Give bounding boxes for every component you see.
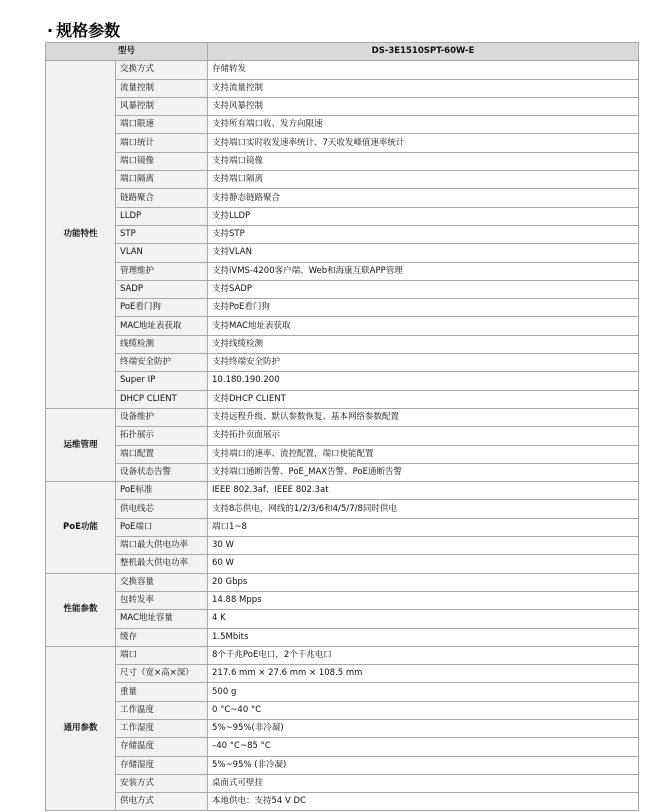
table-row — [46, 518, 639, 536]
param-value: 支持所有端口收、发方向限速 — [208, 116, 639, 134]
param-value: 60 W — [208, 555, 639, 573]
param-name: LLDP — [116, 207, 208, 225]
category-label: PoE功能 — [46, 482, 116, 573]
table-row — [46, 701, 639, 719]
param-name: 流量控制 — [116, 79, 208, 97]
table-row — [46, 445, 639, 463]
param-value: 500 g — [208, 683, 639, 701]
table-row — [46, 225, 639, 243]
table-row — [46, 280, 639, 298]
param-value: 30 W — [208, 537, 639, 555]
spec-body — [46, 61, 639, 811]
param-name: 供电方式 — [116, 793, 208, 811]
param-name: 尺寸（宽×高×深） — [116, 665, 208, 683]
param-name: 终端安全防护 — [116, 354, 208, 372]
table-row — [46, 207, 639, 225]
param-name: MAC地址表获取 — [116, 317, 208, 335]
param-value: 20 Gbps — [208, 573, 639, 591]
param-value: 支持STP — [208, 225, 639, 243]
param-name: 工作湿度 — [116, 719, 208, 737]
param-value: 支持拓扑页面展示 — [208, 427, 639, 445]
param-value: 支持端口通断告警、PoE_MAX告警、PoE通断告警 — [208, 463, 639, 481]
param-name: 存储温度 — [116, 738, 208, 756]
section-title — [47, 20, 120, 42]
param-name: 端口配置 — [116, 445, 208, 463]
param-value: 本地供电：支持54 V DC — [208, 793, 639, 811]
table-row — [46, 134, 639, 152]
param-name: 交换容量 — [116, 573, 208, 591]
param-value: 支持风暴控制 — [208, 97, 639, 115]
param-value: 5%~95%(非冷凝) — [208, 719, 639, 737]
table-row — [46, 628, 639, 646]
table-row — [46, 683, 639, 701]
param-value: 支持DHCP CLIENT — [208, 390, 639, 408]
param-name: PoE看门狗 — [116, 299, 208, 317]
param-name: 工作温度 — [116, 701, 208, 719]
param-value: 14.88 Mpps — [208, 591, 639, 609]
table-row — [46, 79, 639, 97]
table-row — [46, 244, 639, 262]
param-name: 风暴控制 — [116, 97, 208, 115]
bullet-dot-icon: · — [47, 21, 54, 40]
param-value: 支持PoE看门狗 — [208, 299, 639, 317]
param-value: 支持MAC地址表获取 — [208, 317, 639, 335]
param-value: 10.180.190.200 — [208, 372, 639, 390]
param-name: STP — [116, 225, 208, 243]
param-name: VLAN — [116, 244, 208, 262]
param-name: 端口镜像 — [116, 152, 208, 170]
model-value: DS-3E1510SPT-60W-E — [208, 43, 639, 61]
header-row — [46, 43, 639, 61]
param-name: 缓存 — [116, 628, 208, 646]
param-value: 支持8芯供电，网线的1/2/3/6和4/5/7/8同时供电 — [208, 500, 639, 518]
table-row — [46, 299, 639, 317]
param-name: 供电线芯 — [116, 500, 208, 518]
param-value: 支持iVMS-4200客户端、Web和海康互联APP管理 — [208, 262, 639, 280]
table-row — [46, 774, 639, 792]
table-row — [46, 591, 639, 609]
table-row — [46, 500, 639, 518]
param-name: 设备状态告警 — [116, 463, 208, 481]
param-name: 拓扑展示 — [116, 427, 208, 445]
param-value: 支持LLDP — [208, 207, 639, 225]
param-name: 交换方式 — [116, 61, 208, 79]
param-name: 端口限速 — [116, 116, 208, 134]
model-label: 型号 — [46, 43, 208, 61]
param-value: 支持终端安全防护 — [208, 354, 639, 372]
table-row — [46, 189, 639, 207]
param-name: 端口最大供电功率 — [116, 537, 208, 555]
section-title-text: 规格参数 — [56, 21, 121, 40]
param-name: 设备维护 — [116, 408, 208, 426]
table-row — [46, 262, 639, 280]
param-value: 支持端口隔离 — [208, 171, 639, 189]
param-name: 管理维护 — [116, 262, 208, 280]
param-value: 1.5Mbits — [208, 628, 639, 646]
table-row — [46, 116, 639, 134]
table-row — [46, 372, 639, 390]
param-name: DHCP CLIENT — [116, 390, 208, 408]
table-row — [46, 555, 639, 573]
param-value: 支持端口的速率、流控配置，端口使能配置 — [208, 445, 639, 463]
param-value: 端口1~8 — [208, 518, 639, 536]
param-value: –40 °C~85 °C — [208, 738, 639, 756]
table-row — [46, 408, 639, 426]
spec-table — [45, 42, 639, 811]
table-row — [46, 171, 639, 189]
param-name: PoE标准 — [116, 482, 208, 500]
table-row — [46, 793, 639, 811]
table-row — [46, 537, 639, 555]
table-row — [46, 610, 639, 628]
table-row — [46, 335, 639, 353]
param-value: 支持端口实时收发速率统计、7天收发峰值速率统计 — [208, 134, 639, 152]
param-value: 5%~95% (非冷凝) — [208, 756, 639, 774]
param-value: 存储转发 — [208, 61, 639, 79]
param-value: 0 °C~40 °C — [208, 701, 639, 719]
param-name: 端口统计 — [116, 134, 208, 152]
table-row — [46, 573, 639, 591]
table-row — [46, 427, 639, 445]
param-name: MAC地址容量 — [116, 610, 208, 628]
table-row — [46, 152, 639, 170]
param-name: 存储湿度 — [116, 756, 208, 774]
category-label: 功能特性 — [46, 61, 116, 409]
param-name: 线缆检测 — [116, 335, 208, 353]
param-name: 重量 — [116, 683, 208, 701]
category-label: 运维管理 — [46, 408, 116, 481]
param-value: 支持SADP — [208, 280, 639, 298]
param-value: 支持线缆检测 — [208, 335, 639, 353]
param-name: SADP — [116, 280, 208, 298]
param-value: 支持VLAN — [208, 244, 639, 262]
param-name: 整机最大供电功率 — [116, 555, 208, 573]
param-name: 端口 — [116, 646, 208, 664]
table-row — [46, 756, 639, 774]
param-value: 8个千兆PoE电口，2个千兆电口 — [208, 646, 639, 664]
param-value: 217.6 mm × 27.6 mm × 108.5 mm — [208, 665, 639, 683]
table-row — [46, 390, 639, 408]
param-value: 支持端口镜像 — [208, 152, 639, 170]
category-label: 通用参数 — [46, 646, 116, 811]
category-label: 性能参数 — [46, 573, 116, 646]
table-row — [46, 665, 639, 683]
table-row — [46, 97, 639, 115]
table-row — [46, 646, 639, 664]
param-value: 支持远程升级、默认参数恢复、基本网络参数配置 — [208, 408, 639, 426]
table-row — [46, 61, 639, 79]
param-name: PoE端口 — [116, 518, 208, 536]
table-row — [46, 317, 639, 335]
param-name: 安装方式 — [116, 774, 208, 792]
table-row — [46, 354, 639, 372]
table-row — [46, 482, 639, 500]
param-value: 4 K — [208, 610, 639, 628]
param-name: Super IP — [116, 372, 208, 390]
param-name: 端口隔离 — [116, 171, 208, 189]
param-value: 支持静态链路聚合 — [208, 189, 639, 207]
table-row — [46, 738, 639, 756]
param-value: 桌面式可壁挂 — [208, 774, 639, 792]
param-name: 包转发率 — [116, 591, 208, 609]
table-row — [46, 719, 639, 737]
param-value: 支持流量控制 — [208, 79, 639, 97]
param-value: IEEE 802.3af、IEEE 802.3at — [208, 482, 639, 500]
param-name: 链路聚合 — [116, 189, 208, 207]
table-row — [46, 463, 639, 481]
